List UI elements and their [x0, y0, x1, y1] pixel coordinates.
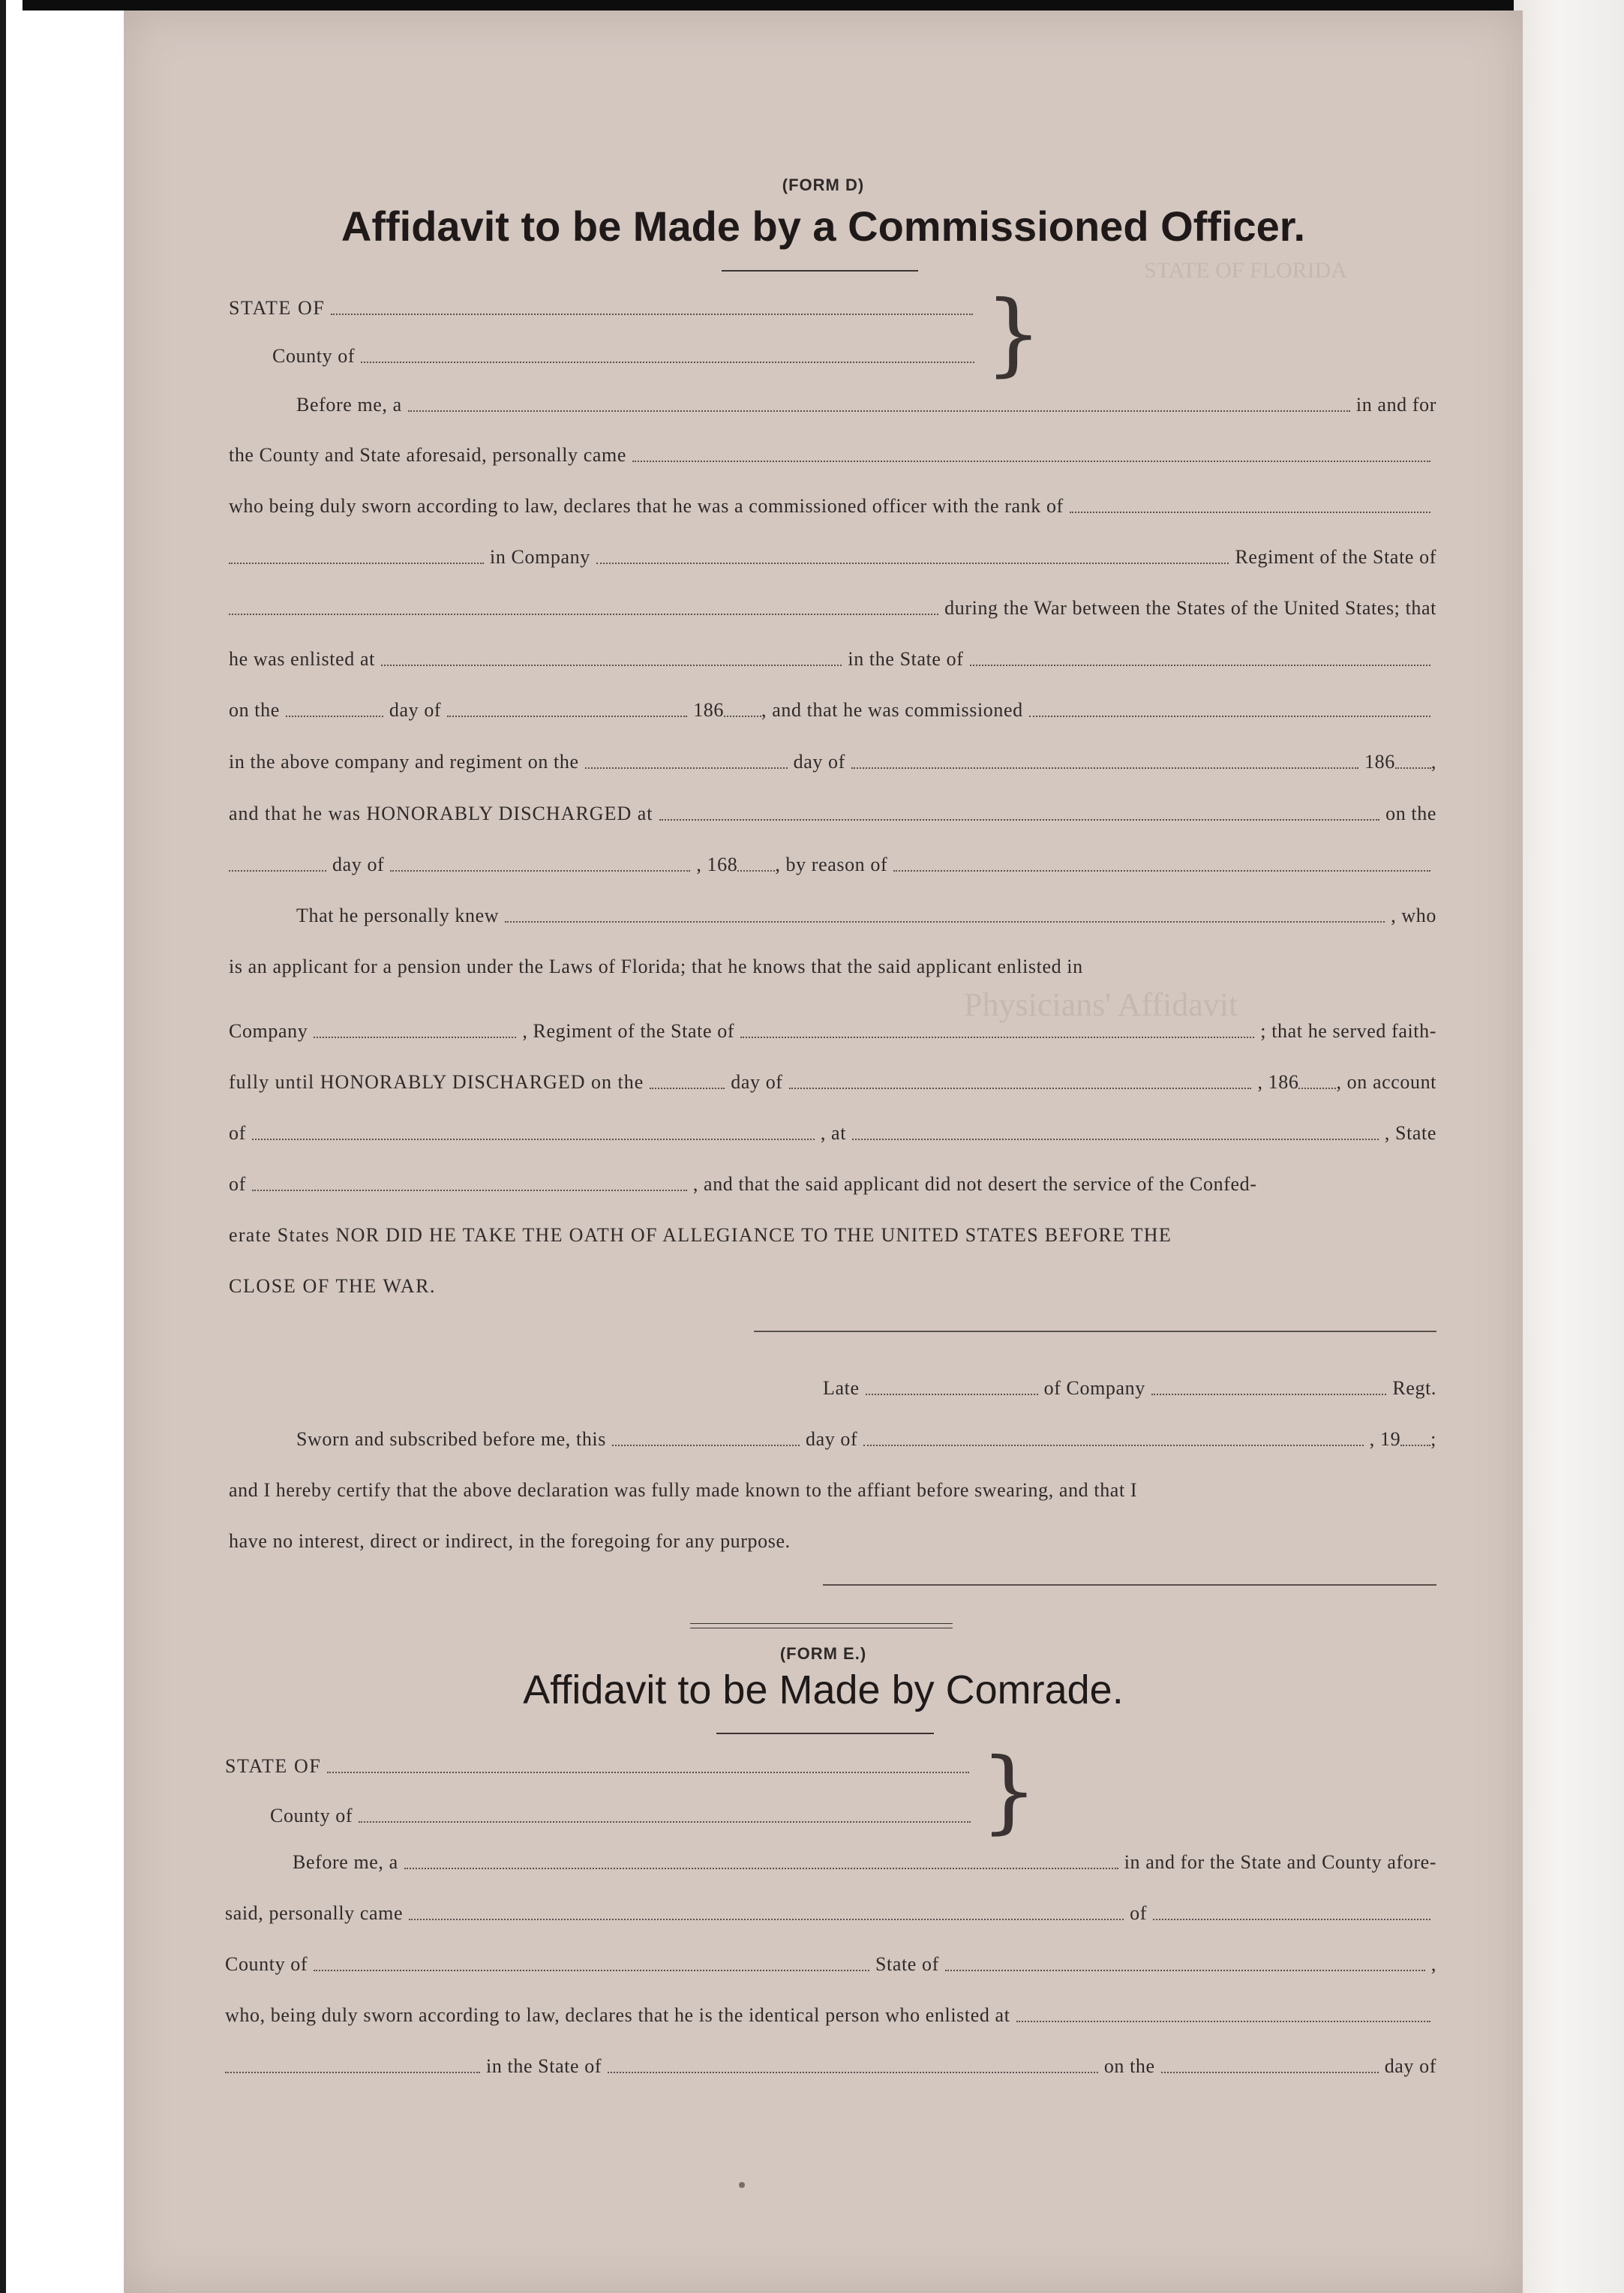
officer-title-field[interactable]: [408, 410, 1350, 412]
line-4: [229, 536, 1436, 569]
text: on the: [1103, 2055, 1155, 2077]
state-of-field[interactable]: [252, 1190, 687, 1191]
text: of: [1130, 1902, 1147, 1924]
reason-field[interactable]: [893, 870, 1430, 872]
line-6: [229, 638, 1436, 671]
text: 186: [1364, 751, 1395, 773]
text: , 186: [1257, 1071, 1299, 1093]
enlisted-at-field[interactable]: [1016, 2021, 1430, 2022]
year-field[interactable]: [1400, 1445, 1430, 1446]
text: That he personally knew: [296, 905, 500, 926]
text: is an applicant for a pension under the Laws of Florida; that he knows that the said applicant enlisted in: [229, 956, 1083, 977]
text: , on account: [1336, 1071, 1436, 1093]
state-regiment-field[interactable]: [229, 614, 938, 615]
form-d-title: Affidavit to be Made by a Commissioned Officer.: [341, 203, 1306, 250]
state-field[interactable]: [331, 314, 973, 315]
county-label: County of: [272, 345, 356, 367]
text: , who: [1391, 905, 1436, 926]
e-line-1: [225, 1841, 1436, 1874]
text: Regiment of the State of: [1235, 546, 1436, 568]
year-field[interactable]: [724, 716, 761, 717]
text: day of: [1384, 2055, 1436, 2077]
section-rule: [690, 1623, 953, 1624]
month-field[interactable]: [789, 1088, 1252, 1089]
day-field[interactable]: [286, 716, 383, 717]
text: Late: [823, 1377, 860, 1399]
bleed-through: STATE OF FLORIDA: [1144, 258, 1347, 283]
line-3: [229, 485, 1436, 518]
county-field[interactable]: [361, 362, 974, 363]
text: the County and State aforesaid, personally came: [229, 444, 626, 466]
day-field[interactable]: [585, 767, 788, 769]
late-field[interactable]: [866, 1394, 1038, 1395]
text: ,: [1430, 751, 1436, 773]
day-field[interactable]: [229, 870, 326, 872]
county-line: [270, 1794, 977, 1827]
county-label: County of: [270, 1805, 353, 1826]
text: , 19: [1369, 1428, 1401, 1450]
form-e-label: (FORM E.): [779, 1644, 867, 1663]
e-line-2: [225, 1892, 1436, 1925]
state-label: STATE OF: [229, 297, 326, 319]
text: ,: [1430, 1953, 1436, 1975]
state-line: [229, 287, 979, 320]
affiant-name-field[interactable]: [632, 461, 1430, 462]
text: of: [229, 1122, 246, 1144]
rank-field-cont[interactable]: [229, 563, 484, 564]
officer-signature-line[interactable]: [823, 1584, 1436, 1586]
state-field[interactable]: [327, 1772, 969, 1773]
text: County of: [225, 1953, 308, 1975]
text: day of: [793, 751, 845, 773]
line-5: [229, 587, 1436, 620]
line-9: [229, 792, 1436, 825]
text: ;: [1430, 1428, 1436, 1450]
late-line: [823, 1367, 1436, 1400]
year-field[interactable]: [737, 870, 775, 872]
enlisted-at-field-cont[interactable]: [225, 2072, 480, 2073]
scan-top-edge: [0, 0, 1624, 11]
day-field[interactable]: [1161, 2072, 1379, 2073]
text: CLOSE OF THE WAR.: [229, 1275, 437, 1297]
document-page: [124, 11, 1523, 2293]
text: , 168: [696, 854, 738, 875]
text: erate States NOR DID HE TAKE THE OATH OF ALLEGIANCE TO THE UNITED STATES BEFORE THE: [229, 1224, 1172, 1246]
text: , Regiment of the State of: [522, 1020, 735, 1042]
title-rule: [722, 270, 918, 272]
text: Company: [229, 1020, 308, 1042]
county-field[interactable]: [359, 1821, 971, 1823]
text: 186: [693, 699, 724, 721]
account-of-field[interactable]: [252, 1139, 815, 1140]
line-12: [229, 945, 1436, 978]
line-10: [229, 843, 1436, 876]
applicant-state-field[interactable]: [740, 1037, 1254, 1038]
residence-field[interactable]: [1153, 1919, 1430, 1920]
day-field[interactable]: [650, 1088, 725, 1089]
text: ; that he served faith-: [1260, 1020, 1436, 1042]
title-rule: [716, 1733, 934, 1734]
scan-left-edge: [0, 0, 6, 2293]
line-11: [229, 894, 1436, 927]
text: he was enlisted at: [229, 648, 375, 670]
text: fully until HONORABLY DISCHARGED on the: [229, 1071, 644, 1093]
state-field[interactable]: [945, 1970, 1425, 1971]
day-field[interactable]: [612, 1445, 800, 1446]
text: Sworn and subscribed before me, this: [296, 1428, 606, 1450]
enlisted-at-field[interactable]: [381, 665, 842, 666]
text: in and for the State and County afore-: [1124, 1851, 1436, 1873]
brace: }: [985, 282, 1043, 386]
text: on the: [229, 699, 280, 721]
text: Before me, a: [293, 1851, 398, 1873]
line-14: [229, 1061, 1436, 1094]
brace: }: [980, 1739, 1038, 1844]
line-18: [229, 1265, 1436, 1298]
company-field[interactable]: [1151, 1394, 1387, 1395]
text: day of: [805, 1428, 858, 1450]
line-2: [229, 434, 1436, 467]
month-field[interactable]: [390, 870, 690, 872]
text: day of: [332, 854, 385, 875]
text: have no interest, direct or indirect, in the foregoing for any purpose.: [229, 1530, 791, 1552]
text: day of: [389, 699, 442, 721]
month-field[interactable]: [447, 716, 687, 717]
year-field[interactable]: [1298, 1088, 1336, 1089]
text: Before me, a: [296, 394, 402, 416]
text: , and that the said applicant did not desert the service of the Confed-: [692, 1173, 1257, 1195]
discharged-at-field[interactable]: [659, 819, 1380, 821]
line-7: [229, 689, 1436, 722]
state-label: STATE OF: [225, 1755, 322, 1777]
line-17: [229, 1214, 1436, 1247]
at-field[interactable]: [852, 1139, 1379, 1140]
text: , State: [1384, 1122, 1436, 1144]
county-line: [272, 335, 980, 368]
text: in Company: [490, 546, 590, 568]
enlisted-state-field[interactable]: [608, 2072, 1098, 2073]
text: in the above company and regiment on the: [229, 751, 579, 773]
affiant-signature-line[interactable]: [754, 1331, 1436, 1332]
text: during the War between the States of the United States; that: [944, 597, 1436, 619]
text: on the: [1385, 803, 1436, 824]
officer-title-field[interactable]: [404, 1868, 1118, 1869]
ink-spot: [739, 2182, 745, 2188]
text: in the State of: [848, 648, 964, 670]
line-16: [229, 1163, 1436, 1196]
text: and I hereby certify that the above declaration was fully made known to the affiant before swearing, and that I: [229, 1479, 1138, 1501]
text: Regt.: [1392, 1377, 1436, 1399]
line-13: [229, 1010, 1436, 1043]
text: of Company: [1043, 1377, 1145, 1399]
month-field[interactable]: [851, 767, 1358, 769]
applicant-name-field[interactable]: [505, 921, 1385, 923]
line-15: [229, 1112, 1436, 1145]
scan-backing-sheet: [1514, 0, 1624, 2293]
enlisted-state-field[interactable]: [970, 665, 1430, 666]
comrade-name-field[interactable]: [409, 1919, 1124, 1920]
rank-field[interactable]: [1070, 512, 1430, 513]
text: of: [229, 1173, 246, 1195]
text: who being duly sworn according to law, declares that he was a commissioned officer with the rank of: [229, 495, 1064, 517]
company-field[interactable]: [596, 563, 1229, 564]
text: in the State of: [486, 2055, 602, 2077]
commissioned-field[interactable]: [1029, 716, 1430, 717]
text: day of: [731, 1071, 783, 1093]
year-field[interactable]: [1395, 767, 1431, 769]
interest-line: [229, 1520, 1436, 1553]
text: , by reason of: [775, 854, 888, 875]
text: , at: [820, 1122, 847, 1144]
text: and that he was HONORABLY DISCHARGED at: [229, 803, 653, 824]
certify-line: [229, 1469, 1436, 1502]
text: , and that he was commissioned: [761, 699, 1023, 721]
form-e-title: Affidavit to be Made by Comrade.: [523, 1667, 1124, 1712]
e-line-3: [225, 1943, 1436, 1976]
form-d-label: (FORM D): [782, 176, 865, 194]
state-line: [225, 1745, 975, 1778]
applicant-company-field[interactable]: [314, 1037, 516, 1038]
line-8: [229, 740, 1436, 773]
line-1: [229, 383, 1436, 416]
month-field[interactable]: [863, 1445, 1363, 1446]
e-line-4: [225, 1994, 1436, 2027]
text: in and for: [1355, 394, 1436, 416]
county-field[interactable]: [314, 1970, 869, 1971]
bleed-through: Physicians' Affidavit: [964, 986, 1238, 1023]
text: State of: [875, 1953, 939, 1975]
e-line-5: [225, 2045, 1436, 2078]
sworn-line: [229, 1418, 1436, 1451]
text: who, being duly sworn according to law, declares that he is the identical person who enlisted at: [225, 2004, 1010, 2026]
text: said, personally came: [225, 1902, 404, 1924]
